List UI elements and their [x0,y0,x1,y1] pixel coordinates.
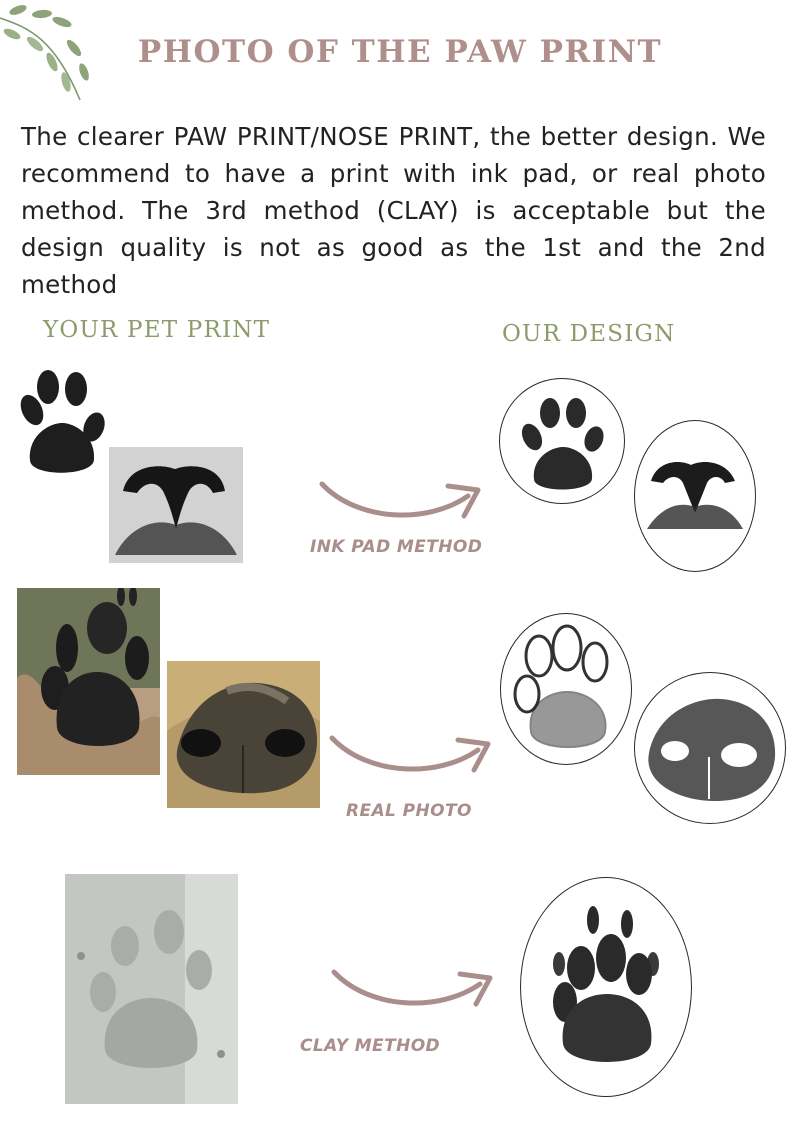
column-heading-your-pet-print: YOUR PET PRINT [43,317,271,343]
real-paw-photo [17,588,160,775]
design-ink-paw-oval [499,378,625,504]
ink-paw-print-image [10,365,110,480]
method-label-ink-pad: INK PAD METHOD [310,537,483,557]
real-nose-photo [167,661,320,808]
method-label-real-photo: REAL PHOTO [346,801,472,821]
page-title: PHOTO OF THE PAW PRINT [137,34,663,70]
design-real-paw-oval [500,613,632,765]
arrow-icon [328,732,496,782]
design-ink-nose-oval [634,420,756,572]
column-heading-our-design: OUR DESIGN [502,321,676,347]
intro-paragraph: The clearer PAW PRINT/NOSE PRINT, the better design. We recommend to have a print with ink pad, or real photo method. The 3rd method (CLAY) is acceptable but the design quality is not as good as the 1st and the 2nd method [21,122,766,299]
method-label-clay: CLAY METHOD [300,1036,441,1056]
ink-nose-print-image [109,447,243,563]
arrow-icon [318,478,486,528]
design-real-nose-oval [634,672,786,824]
clay-paw-photo [65,874,238,1104]
design-clay-paw-oval [520,877,692,1097]
arrow-icon [330,966,498,1016]
